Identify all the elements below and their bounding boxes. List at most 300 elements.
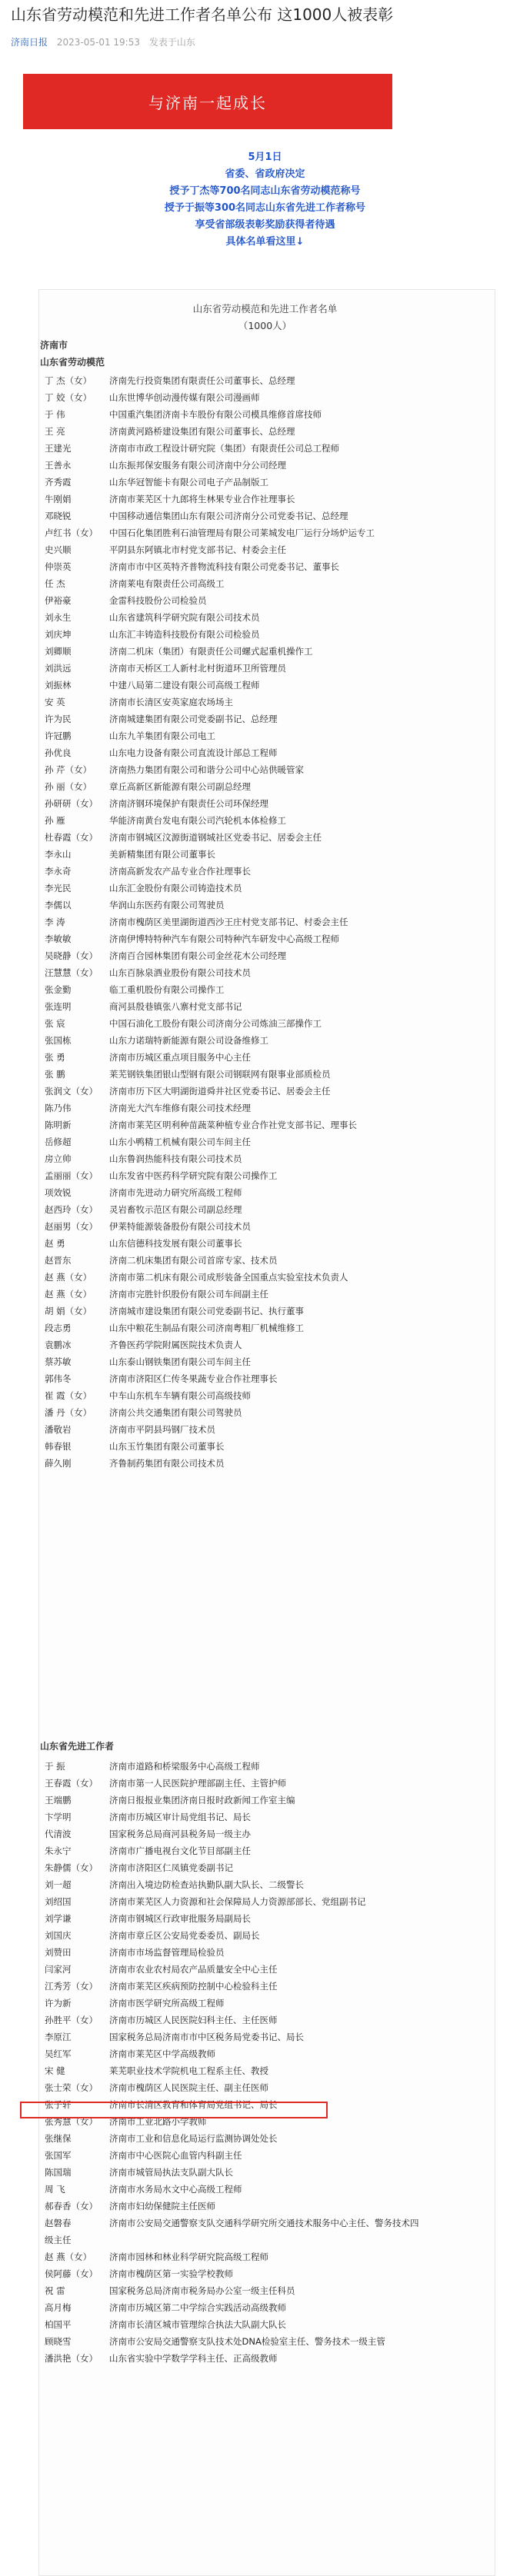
list-item <box>40 1303 494 1320</box>
person-position: 中车山东机车车辆有限公司高级技师 <box>109 1390 251 1401</box>
person-position: 济南市长清区城市管理综合执法大队副大队长 <box>109 2319 286 2330</box>
list-item <box>40 2181 494 2198</box>
list-item <box>40 592 494 609</box>
person-position: 济南市市中区英特齐普物流科技有限公司党委书记、董事长 <box>109 561 339 572</box>
person-position: 济南市市场监督管理局检验员 <box>109 1947 225 1958</box>
list-item <box>40 457 494 474</box>
intro-line: 5月1日 <box>248 151 282 163</box>
list-item <box>40 947 494 964</box>
person-position: 济南市槐荫区第一实验学校教师 <box>109 2268 233 2279</box>
list-item <box>40 744 494 761</box>
person-position: 济南市槐荫区人民医院主任、副主任医师 <box>109 2082 268 2093</box>
person-name: 卞学明 <box>45 1812 72 1822</box>
person-name: 李儒以 <box>45 900 72 910</box>
list-item <box>40 930 494 947</box>
person-name: 许冠鹏 <box>45 731 72 741</box>
person-position: 商河县殷巷镇张八寨村党支部书记 <box>109 1001 242 1012</box>
person-name: 潘洪艳（女） <box>45 2353 98 2364</box>
person-name: 孙 丽（女） <box>45 781 92 792</box>
person-name: 朱永宁 <box>45 1845 72 1856</box>
list-item <box>40 1201 494 1218</box>
list-item <box>40 558 494 575</box>
person-position: 济南城建集团有限公司党委副书记、总经理 <box>109 714 278 724</box>
person-position: 齐鲁制药集团有限公司技术员 <box>109 1458 225 1469</box>
person-name: 刘庆坤 <box>45 629 72 640</box>
person-name: 刘永生 <box>45 612 72 623</box>
person-name: 岳修超 <box>45 1137 72 1147</box>
list-item <box>40 1100 494 1117</box>
person-position: 济南市农业农村局农产品质量安全中心主任 <box>109 1964 278 1975</box>
person-name: 李永奇 <box>45 866 72 877</box>
person-position: 金雷科技股份公司检验员 <box>109 595 207 606</box>
intro-line: 授予于振等300名同志山东省先进工作者称号 <box>164 202 366 214</box>
article-source[interactable]: 济南日报 <box>11 37 48 48</box>
person-position: 济南二机床（集团）有限责任公司螺式起重机操作工 <box>109 646 313 657</box>
person-name: 于 振 <box>45 1761 65 1772</box>
person-name: 刘绍国 <box>45 1896 72 1907</box>
intro-block <box>0 149 530 251</box>
list-item <box>40 1455 494 1472</box>
list-item <box>40 1927 494 1944</box>
person-position: 济南市历城区第二中学综合实践活动高级教师 <box>109 2302 286 2313</box>
list-item <box>40 643 494 660</box>
list-item <box>40 575 494 592</box>
section-labor-models: 山东省劳动模范 <box>40 357 105 368</box>
list-item <box>40 2265 494 2282</box>
person-name: 王端鹏 <box>45 1795 72 1806</box>
person-name: 侯阿藤（女） <box>45 2268 98 2279</box>
person-position: 山东汇金股份有限公司铸造技术员 <box>109 883 242 894</box>
person-name: 陈乃伟 <box>45 1103 72 1113</box>
person-name: 顾晓雪 <box>45 2336 72 2347</box>
person-position: 济南黄河路桥建设集团有限公司董事长、总经理 <box>109 426 295 437</box>
person-name: 刘卿顺 <box>45 646 72 657</box>
list-item <box>40 609 494 626</box>
person-position: 齐鲁医药学院附属医院技术负责人 <box>109 1340 242 1350</box>
person-position: 济南市历城区审计局党组书记、局长 <box>109 1812 251 1822</box>
list-item <box>40 914 494 930</box>
person-name: 周 飞 <box>45 2184 65 2195</box>
list-item <box>40 812 494 829</box>
person-position: 济南市莱芜区疾病预防控制中心检验科主任 <box>109 1981 278 1992</box>
list-item <box>40 880 494 897</box>
person-position: 济南市妇幼保健院主任医师 <box>109 2201 215 2212</box>
person-position: 华能济南黄台发电有限公司汽轮机本体检修工 <box>109 815 286 826</box>
person-name: 孙胜平（女） <box>45 2015 98 2025</box>
person-position: 山东世博华创动漫传媒有限公司漫画师 <box>109 392 260 403</box>
list-item <box>40 1150 494 1167</box>
person-position: 济南市城管局执法支队副大队长 <box>109 2167 233 2178</box>
list-item <box>40 677 494 694</box>
person-position: 济南市济阳区仁传冬果蔬专业合作社理事长 <box>109 1373 278 1384</box>
list-item <box>40 778 494 795</box>
person-name: 王善永 <box>45 460 72 471</box>
person-name: 牛刚娟 <box>45 494 72 504</box>
person-position: 济南市章丘区公安局党委委员、副局长 <box>109 1930 260 1941</box>
person-position: 济南城市建设集团有限公司党委副书记、执行董事 <box>109 1306 304 1316</box>
list-item <box>40 727 494 744</box>
list-item <box>40 1438 494 1455</box>
person-position: 济南市先进动力研究所高级工程师 <box>109 1187 242 1198</box>
person-position: 济南市历城区重点项目服务中心主任 <box>109 1052 251 1063</box>
person-position: 济南市历城区人民医院妇科主任、主任医师 <box>109 2015 278 2025</box>
person-name: 李敏敏 <box>45 934 72 944</box>
list-item <box>40 524 494 541</box>
person-position: 国家税务总局商河县税务局一级主办 <box>109 1829 251 1839</box>
person-name: 赵西玲（女） <box>45 1204 98 1215</box>
person-name: 赵晋东 <box>45 1255 72 1266</box>
list-item <box>40 2215 494 2232</box>
list-item <box>40 660 494 677</box>
person-name: 李原江 <box>45 2032 72 2042</box>
person-name: 柏国平 <box>45 2319 72 2330</box>
list-item <box>40 2198 494 2215</box>
doc-title: 山东省劳动模范和先进工作者名单 <box>192 303 338 315</box>
person-position: 济南市莱芜区明利种苗蔬菜种植专业合作社党支部书记、理事长 <box>109 1120 357 1130</box>
person-name: 房立帅 <box>45 1153 72 1164</box>
person-position: 山东中粮花生制品有限公司济南粤粗厂机械维修工 <box>109 1323 304 1333</box>
person-name: 张继保 <box>45 2133 72 2144</box>
person-position: 济南市广播电视台文化节目部副主任 <box>109 1845 251 1856</box>
list-item <box>40 1336 494 1353</box>
person-name: 孙研研（女） <box>45 798 98 809</box>
list-item <box>40 1825 494 1842</box>
advanced-worker-list <box>40 1758 494 2367</box>
labor-model-list <box>40 372 494 1472</box>
list-item <box>40 1758 494 1775</box>
person-position: 中建八局第二建设有限公司高级工程师 <box>109 680 260 691</box>
list-item <box>40 2164 494 2181</box>
person-name: 江秀芳（女） <box>45 1981 98 1992</box>
list-item <box>40 1404 494 1421</box>
person-position: 济南莱电有限责任公司高级工 <box>109 578 225 589</box>
list-item <box>40 1978 494 1995</box>
list-item <box>40 2045 494 2062</box>
person-name: 张国军 <box>45 2150 72 2161</box>
person-name: 陈国瑞 <box>45 2167 72 2178</box>
person-position: 济南市槐荫区美里湖街道西沙王庄村党支部书记、村委会主任 <box>109 917 348 927</box>
list-item <box>40 1421 494 1438</box>
list-item <box>40 1167 494 1184</box>
section-advanced-workers: 山东省先进工作者 <box>40 1741 115 1752</box>
list-item <box>40 1893 494 1910</box>
person-position: 济南市长清区教育和体育局党组书记、局长 <box>109 2099 278 2110</box>
list-item <box>40 829 494 846</box>
person-position: 山东省建筑科学研究院有限公司技术员 <box>109 612 260 623</box>
person-position: 济南市水务局水文中心高级工程师 <box>109 2184 242 2195</box>
person-name: 许为新 <box>45 1998 72 2009</box>
person-name: 卢红书（女） <box>45 528 98 538</box>
person-position: 济南高新发农产品专业合作社理事长 <box>109 866 251 877</box>
person-position: 济南市公安局交通警察支队技术处DNA检验室主任、警务技术一级主管 <box>109 2336 385 2347</box>
article-title: 山东省劳动模范和先进工作者名单公布 这1000人被表彰 <box>11 5 394 24</box>
person-name: 仲崇英 <box>45 561 72 572</box>
person-name: 赵 燕（女） <box>45 1289 92 1300</box>
person-name: 赵磐春 <box>45 2218 72 2228</box>
list-item <box>40 491 494 508</box>
person-name: 杜春霞（女） <box>45 832 98 843</box>
person-name: 任 杰 <box>45 578 65 589</box>
person-position: 国家税务总局济南市市中区税务局党委书记、局长 <box>109 2032 304 2042</box>
person-position: 济南市市政工程设计研究院（集团）有限责任公司总工程师 <box>109 443 339 454</box>
person-name: 代清波 <box>45 1829 72 1839</box>
person-name: 刘赞田 <box>45 1947 72 1958</box>
person-position: 济南市莱芜区中学高级教师 <box>109 2048 215 2059</box>
person-name: 蔡苏敏 <box>45 1356 72 1367</box>
person-position: 山东汇丰铸造科技股份有限公司检验员 <box>109 629 260 640</box>
person-position: 济南市钢城区汶源街道钢城社区党委书记、居委会主任 <box>109 832 322 843</box>
person-name: 史兴顺 <box>45 544 72 555</box>
list-item <box>40 2130 494 2147</box>
banner: 与济南一起成长 <box>23 74 392 129</box>
person-position: 济南市平阴县玛钢厂技术员 <box>109 1424 215 1435</box>
list-item <box>40 1842 494 1859</box>
person-position: 山东信德科技发展有限公司董事长 <box>109 1238 242 1249</box>
person-name: 于 伟 <box>45 409 65 420</box>
person-name: 段志勇 <box>45 1323 72 1333</box>
list-item <box>40 1995 494 2012</box>
person-position: 山东泰山钢铁集团有限公司车间主任 <box>109 1356 251 1367</box>
list-item <box>40 1353 494 1370</box>
person-name: 汪慧慧（女） <box>45 967 98 978</box>
intro-line: 省委、省政府决定 <box>225 168 305 180</box>
list-item <box>40 1049 494 1066</box>
list-item <box>40 1370 494 1387</box>
list-item <box>40 1859 494 1876</box>
person-name: 张士荣（女） <box>45 2082 98 2093</box>
person-position: 山东小鸭精工机械有限公司车间主任 <box>109 1137 251 1147</box>
person-position: 山东发省中医药科学研究院有限公司操作工 <box>109 1170 278 1181</box>
list-item <box>40 846 494 863</box>
list-item <box>40 626 494 643</box>
person-position: 临工重机股份有限公司操作工 <box>109 984 225 995</box>
person-position: 中国石化集团胜利石油管理局有限公司莱城发电厂运行分场炉运专工 <box>109 528 375 538</box>
person-name: 吴晓静（女） <box>45 950 98 961</box>
person-position: 山东省实验中学数学学科主任、正高级教师 <box>109 2353 278 2364</box>
list-item <box>40 423 494 440</box>
person-position: 中国重汽集团济南卡车股份有限公司模具维修首席技师 <box>109 409 322 420</box>
list-item <box>40 795 494 812</box>
person-name: 郝春香（女） <box>45 2201 98 2212</box>
person-name: 伊裕豪 <box>45 595 72 606</box>
person-position: 济南市历下区大明湖街道舜井社区党委书记、居委会主任 <box>109 1086 331 1097</box>
list-item <box>40 1944 494 1961</box>
list-item <box>40 2079 494 2096</box>
list-item <box>40 981 494 998</box>
person-position: 伊莱特能源装备股份有限公司技术员 <box>109 1221 251 1232</box>
person-name: 丁 姣（女） <box>45 392 92 403</box>
list-item <box>40 1015 494 1032</box>
list-item <box>40 998 494 1015</box>
person-name: 项效锐 <box>45 1187 72 1198</box>
person-name: 张子轩 <box>45 2099 72 2110</box>
person-name: 王 亮 <box>45 426 65 437</box>
person-name: 王春霞（女） <box>45 1778 98 1789</box>
list-item <box>40 1910 494 1927</box>
article-meta <box>11 35 195 48</box>
list-item <box>40 2147 494 2164</box>
person-name: 袁鹏冰 <box>45 1340 72 1350</box>
person-position: 济南济钢环境保护有限责任公司环保经理 <box>109 798 268 809</box>
person-name: 潘敬岩 <box>45 1424 72 1435</box>
person-position: 中国石油化工股份有限公司济南分公司炼油三部操作工 <box>109 1018 322 1029</box>
person-position: 山东电力设备有限公司直流设计部总工程师 <box>109 747 278 758</box>
person-name: 李永山 <box>45 849 72 860</box>
person-name: 胡 娟（女） <box>45 1306 92 1316</box>
person-position: 美新精集团有限公司董事长 <box>109 849 215 860</box>
intro-line: 授予丁杰等700名同志山东省劳动模范称号 <box>169 185 361 197</box>
person-position: 济南市工业和信息化局运行监测协调处处长 <box>109 2133 278 2144</box>
person-name: 刘学谦 <box>45 1913 72 1924</box>
list-item <box>40 1032 494 1049</box>
person-position: 济南市莱芜区人力资源和社会保障局人力资源部部长、党组副书记 <box>109 1896 366 1907</box>
list-item <box>40 2282 494 2299</box>
list-item <box>40 694 494 711</box>
person-name: 高月梅 <box>45 2302 72 2313</box>
list-item <box>40 372 494 389</box>
person-position: 济南市公安局交通警察支队交通科学研究所交通技术服务中心主任、警务技术四 <box>109 2218 419 2228</box>
person-position: 济南市济阳区仁凤镇党委副书记 <box>109 1862 233 1873</box>
person-position: 灵岩畜牧示范区有限公司副总经理 <box>109 1204 242 1215</box>
person-position: 国家税务总局济南市税务局办公室一级主任科员 <box>109 2285 295 2296</box>
person-position: 中国移动通信集团山东有限公司济南分公司党委书记、总经理 <box>109 511 348 521</box>
person-name: 张润文（女） <box>45 1086 98 1097</box>
list-item <box>40 389 494 406</box>
list-item <box>40 761 494 778</box>
list-item <box>40 1792 494 1809</box>
person-position: 山东九羊集团有限公司电工 <box>109 731 215 741</box>
person-name: 许为民 <box>45 714 72 724</box>
person-name: 赵 勇 <box>45 1238 65 1249</box>
person-name: 张 宸 <box>45 1018 65 1029</box>
person-position: 山东百脉泉酒业股份有限公司技术员 <box>109 967 251 978</box>
person-position: 济南光大汽车维修有限公司技术经理 <box>109 1103 251 1113</box>
person-name: 郭伟冬 <box>45 1373 72 1384</box>
person-name: 朱静儒（女） <box>45 1862 98 1873</box>
person-name: 齐秀霞 <box>45 477 72 488</box>
person-name: 韩春银 <box>45 1441 72 1452</box>
person-position: 济南市园林和林业科学研究院高级工程师 <box>109 2252 268 2262</box>
person-position: 华润山东医药有限公司驾驶员 <box>109 900 225 910</box>
person-name: 孙 芹（女） <box>45 764 92 775</box>
person-name: 张金勤 <box>45 984 72 995</box>
person-name: 崔 霞（女） <box>45 1390 92 1401</box>
doc-count: （1000人） <box>238 320 292 331</box>
list-item <box>40 440 494 457</box>
person-position: 济南市道路和桥梁服务中心高级工程师 <box>109 1761 260 1772</box>
list-item <box>40 2299 494 2316</box>
person-name: 孙优良 <box>45 747 72 758</box>
list-item <box>40 964 494 981</box>
person-name: 王建光 <box>45 443 72 454</box>
person-position: 山东华冠智能卡有限公司电子产品制版工 <box>109 477 268 488</box>
person-name: 陈明新 <box>45 1120 72 1130</box>
list-item <box>40 1117 494 1133</box>
list-item <box>40 1387 494 1404</box>
person-position: 章丘高新区新能源有限公司副总经理 <box>109 781 251 792</box>
list-item <box>40 2316 494 2333</box>
person-position: 山东玉竹集团有限公司董事长 <box>109 1441 225 1452</box>
list-item <box>40 863 494 880</box>
person-name: 祝 雷 <box>45 2285 65 2296</box>
person-position: 平阴县东阿镇北市村党支部书记、村委会主任 <box>109 544 286 555</box>
person-position: 济南市第二机床有限公司成形装备全国重点实验室技术负责人 <box>109 1272 348 1283</box>
list-item <box>40 474 494 491</box>
list-item <box>40 1961 494 1978</box>
list-item <box>40 508 494 524</box>
list-item <box>40 1218 494 1235</box>
person-name: 邓晓锐 <box>45 511 72 521</box>
list-item <box>40 1320 494 1336</box>
person-name: 赵 燕（女） <box>45 1272 92 1283</box>
person-name: 刘一超 <box>45 1879 72 1890</box>
person-name: 张 鹏 <box>45 1069 65 1080</box>
person-position: 济南公共交通集团有限公司驾驶员 <box>109 1407 242 1418</box>
person-position: 济南市医学研究所高级工程师 <box>109 1998 225 2009</box>
person-position: 莱芜职业技术学院机电工程系主任、教授 <box>109 2065 268 2076</box>
person-name: 张秀慧（女） <box>45 2116 98 2127</box>
list-item <box>40 2333 494 2350</box>
list-item <box>40 1184 494 1201</box>
list-item <box>40 1133 494 1150</box>
person-position: 山东鲁润热能科技有限公司技术员 <box>109 1153 242 1164</box>
list-item <box>40 406 494 423</box>
person-position: 济南二机床集团有限公司首席专家、技术员 <box>109 1255 278 1266</box>
intro-line: 享受省部级表彰奖励获得者待遇 <box>195 219 335 231</box>
person-position: 山东力诺瑞特新能源有限公司设备维修工 <box>109 1035 268 1046</box>
person-name: 刘振林 <box>45 680 72 691</box>
person-position: 济南市完胜针织股份有限公司车间副主任 <box>109 1289 268 1300</box>
person-name: 李 涛 <box>45 917 65 927</box>
person-name: 李光民 <box>45 883 72 894</box>
list-item <box>40 2248 494 2265</box>
person-position: 济南市第一人民医院护理部副主任、主管护师 <box>109 1778 286 1789</box>
person-name: 刘国庆 <box>45 1930 72 1941</box>
person-position: 济南市莱芜区十九郎将生林果专业合作社理事长 <box>109 494 295 504</box>
person-name: 吴红军 <box>45 2048 72 2059</box>
list-item <box>40 1235 494 1252</box>
list-item <box>40 1809 494 1825</box>
person-position: 济南市工业北路小学教师 <box>109 2116 207 2127</box>
person-position: 莱芜钢铁集团银山型钢有限公司钢联网有限事业部质检员 <box>109 1069 331 1080</box>
person-name: 宋 健 <box>45 2065 65 2076</box>
person-position: 济南伊博特特种汽车有限公司特种汽车研发中心高级工程师 <box>109 934 339 944</box>
person-position: 山东振邦保安服务有限公司济南中分公司经理 <box>109 460 286 471</box>
person-position: 济南市钢城区行政审批服务局副局长 <box>109 1913 251 1924</box>
person-position: 济南市天桥区工人新村北村街道环卫所管理员 <box>109 663 286 674</box>
person-name: 张连明 <box>45 1001 72 1012</box>
person-name: 孙 雁 <box>45 815 65 826</box>
list-item <box>40 2350 494 2367</box>
intro-line: 具体名单看这里↓ <box>225 236 305 248</box>
person-position: 济南市长清区安英家庭农场场主 <box>109 697 233 707</box>
list-item <box>40 1269 494 1286</box>
person-position: 济南出入境边防检查站执勤队副大队长、二级警长 <box>109 1879 304 1890</box>
list-item <box>40 541 494 558</box>
section-city: 济南市 <box>40 340 68 351</box>
person-position: 济南先行投资集团有限责任公司董事长、总经理 <box>109 375 295 386</box>
person-position: 济南百合园林集团有限公司金丝花木公司经理 <box>109 950 286 961</box>
article-location: 发表于山东 <box>148 37 195 48</box>
person-name: 赵 燕（女） <box>45 2252 92 2262</box>
person-name: 孟丽丽（女） <box>45 1170 98 1181</box>
list-item <box>40 2062 494 2079</box>
list-item <box>40 897 494 914</box>
person-name: 闫家河 <box>45 1964 72 1975</box>
person-name: 张 勇 <box>45 1052 65 1063</box>
list-item <box>40 1286 494 1303</box>
list-item <box>40 2029 494 2045</box>
